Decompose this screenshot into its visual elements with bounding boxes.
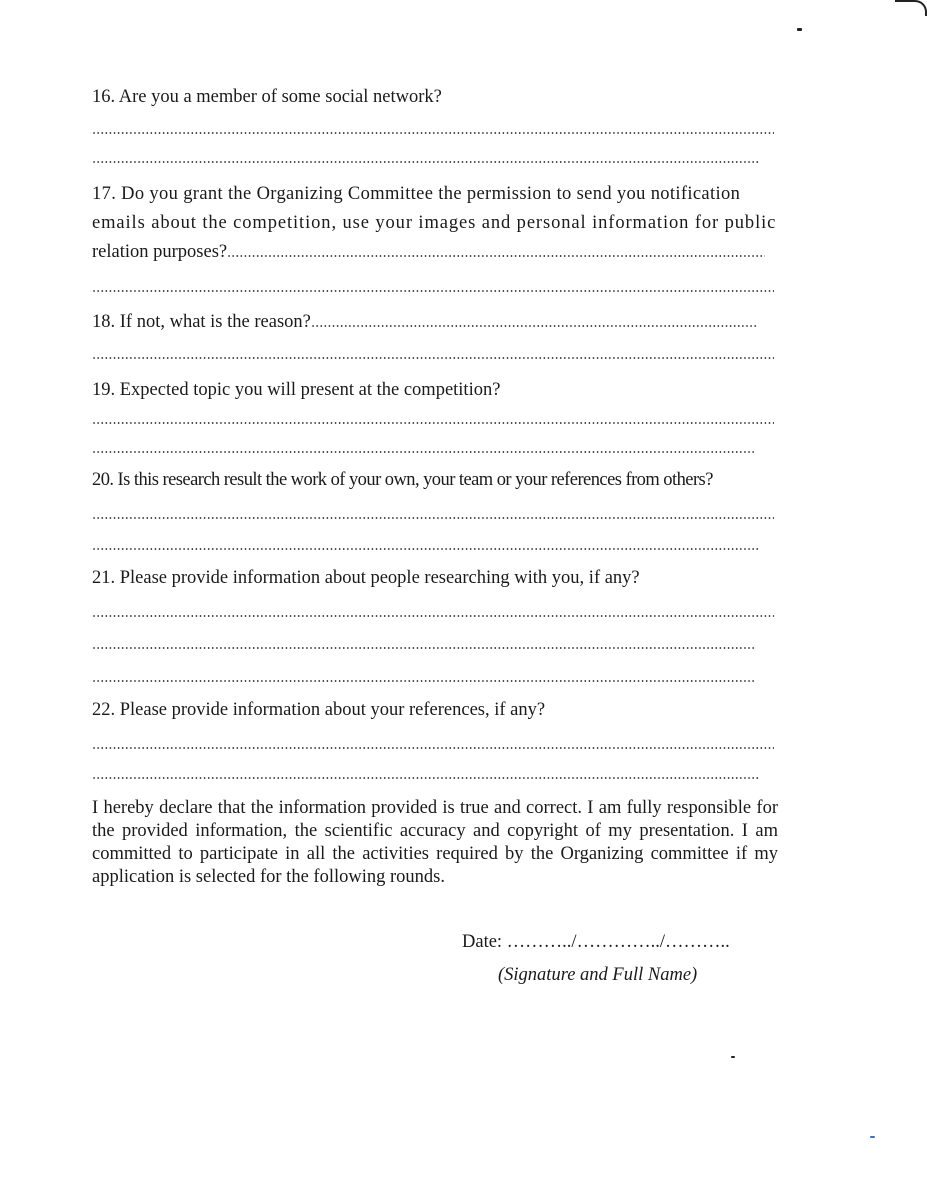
question-17-line2: emails about the competition, use your images and personal information for public <box>92 213 777 233</box>
declaration-paragraph: I hereby declare that the information provided is true and correct. I am fully responsible for the provided information, the scientific accuracy and copyright of my presentation. I am committed to participate in all the activities required by the Organizing committee if my application is selected for the following rounds. <box>92 798 778 887</box>
question-16: 16. Are you a member of some social network? <box>92 87 442 107</box>
answer-line-19a[interactable] <box>92 422 774 424</box>
answer-line-20b[interactable] <box>92 548 760 550</box>
answer-line-22b[interactable] <box>92 777 760 779</box>
answer-line-20a[interactable] <box>92 517 774 519</box>
answer-line-21a[interactable] <box>92 615 774 617</box>
question-21: 21. Please provide information about people researching with you, if any? <box>92 568 640 588</box>
answer-line-18a[interactable] <box>92 357 774 359</box>
signature-caption: (Signature and Full Name) <box>498 965 698 985</box>
answer-line-21b[interactable] <box>92 647 754 649</box>
answer-line-16a[interactable] <box>92 132 774 134</box>
question-18 <box>92 311 757 333</box>
question-18-text: 18. If not, what is the reason? <box>92 312 311 332</box>
answer-line-17a[interactable] <box>92 290 774 292</box>
scan-speck <box>797 28 802 31</box>
question-17-line3 <box>92 241 765 263</box>
answer-line-18-inline[interactable] <box>311 325 757 327</box>
question-17-line1: 17. Do you grant the Organizing Committee the permission to send you notification <box>92 184 741 204</box>
question-19: 19. Expected topic you will present at the competition? <box>92 380 501 400</box>
question-17-line3-text: relation purposes? <box>92 242 228 262</box>
scan-speck <box>870 1136 875 1138</box>
scan-speck <box>731 1056 735 1058</box>
answer-line-21c[interactable] <box>92 680 754 682</box>
question-22: 22. Please provide information about your references, if any? <box>92 700 546 720</box>
date-field[interactable]: Date: ………../…………../……….. <box>462 932 730 952</box>
answer-line-17-inline[interactable] <box>227 255 765 257</box>
answer-line-16b[interactable] <box>92 161 760 163</box>
page-corner-mark <box>895 0 927 16</box>
answer-line-19b[interactable] <box>92 451 754 453</box>
question-20: 20. Is this research result the work of your own, your team or your references from others? <box>92 470 713 490</box>
answer-line-22a[interactable] <box>92 747 774 749</box>
